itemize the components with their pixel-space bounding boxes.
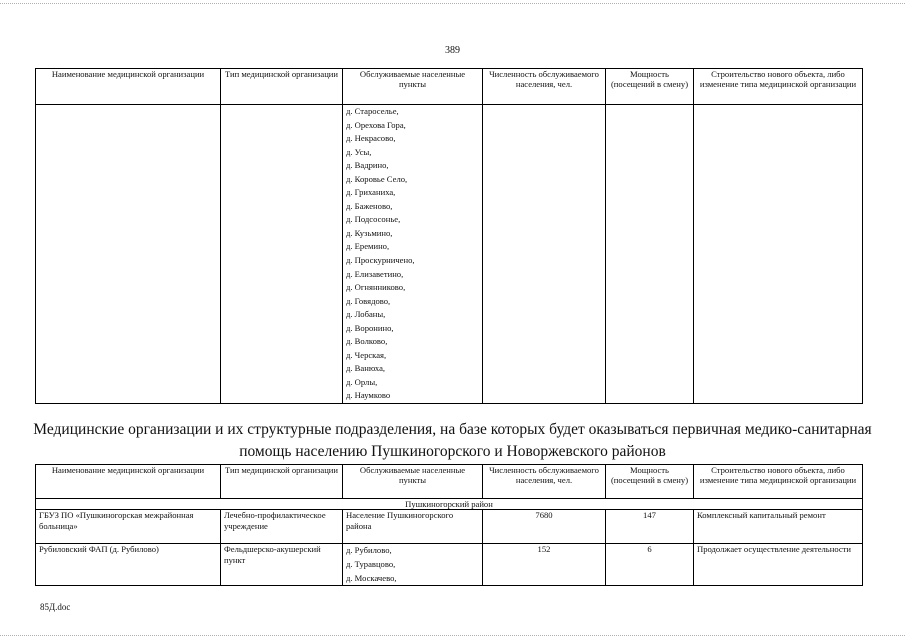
settlement-item: д. Ванюха, <box>346 363 386 374</box>
settlement-item: д. Черская, <box>346 349 387 360</box>
cell-org-type: Фельдшерско-акушерский пункт <box>221 544 343 586</box>
cell-org-type: Лечебно-профилактическое учреждение <box>221 510 343 544</box>
header-settlements: Обслуживаемые населенные пункты <box>343 69 483 105</box>
cell-construction: Комплексный капитальный ремонт <box>694 510 863 544</box>
cell-capacity: 147 <box>606 510 694 544</box>
header-org-type: Тип медицинской организации <box>221 465 343 499</box>
cell-construction: Продолжает осуществление деятельности <box>694 544 863 586</box>
header-construction: Строительство нового объекта, либо изменение типа медицинской организации <box>694 465 863 499</box>
page-number: 389 <box>445 45 460 56</box>
settlement-item: д. Кузьмино, <box>346 227 393 238</box>
settlement-item: д. Воронино, <box>346 322 394 333</box>
settlement-item: д. Москачево, <box>346 572 397 583</box>
cell-population: 7680 <box>483 510 606 544</box>
settlement-item: д. Лобаны, <box>346 309 386 320</box>
scan-edge-bottom <box>0 635 905 636</box>
settlement-item: д. Коровье Село, <box>346 173 408 184</box>
cell-capacity: 6 <box>606 544 694 586</box>
settlement-item: д. Подсосонье, <box>346 214 401 225</box>
settlement-item: д. Баженово, <box>346 200 393 211</box>
table-pushkinogorsky <box>35 464 863 586</box>
settlement-item: д. Усы, <box>346 146 372 157</box>
footer-file-name: 85Д.doc <box>40 602 71 612</box>
header-capacity: Мощность (посещений в смену) <box>606 69 694 105</box>
settlement-item: д. Орехова Гора, <box>346 119 406 130</box>
scan-edge-top <box>0 3 905 4</box>
settlement-item: д. Туравцово, <box>346 558 396 569</box>
settlement-item: д. Некрасово, <box>346 133 396 144</box>
cell-population <box>483 105 606 404</box>
cell-settlements: Население Пушкиногорского района <box>343 510 483 544</box>
settlement-item: д. Вадрино, <box>346 160 389 171</box>
cell-population: 152 <box>483 544 606 586</box>
header-population: Численность обслуживаемого населения, чел. <box>483 69 606 105</box>
cell-org-name <box>36 105 221 404</box>
settlement-item: д. Староселье, <box>346 106 399 116</box>
header-org-type: Тип медицинской организации <box>221 69 343 105</box>
cell-capacity <box>606 105 694 404</box>
section-title: Медицинские организации и их структурные подразделения, на базе которых будет оказываться первичная медико-санитарная помощь населению Пушкиногорского и Новоржевского районов <box>33 421 872 460</box>
table-row <box>36 105 863 404</box>
settlement-item: д. Еремино, <box>346 241 390 252</box>
cell-construction <box>694 105 863 404</box>
settlement-item: д. Орлы, <box>346 376 378 387</box>
settlement-item: д. Говядово, <box>346 295 391 306</box>
settlement-item: д. Волково, <box>346 336 388 347</box>
cell-settlements <box>343 544 483 586</box>
cell-org-name: Рубиловский ФАП (д. Рубилово) <box>36 544 221 586</box>
cell-settlements-list <box>343 105 483 404</box>
settlement-item: д. Огнянниково, <box>346 282 406 293</box>
header-settlements: Обслуживаемые населенные пункты <box>343 465 483 499</box>
district-row: Пушкиногорский район <box>36 499 863 510</box>
settlement-item: д. Елизаветино, <box>346 268 404 279</box>
header-capacity: Мощность (посещений в смену) <box>606 465 694 499</box>
settlement-item: д. Рубилово, <box>346 545 392 556</box>
settlement-item: д. Проскурничено, <box>346 255 415 266</box>
header-population: Численность обслуживаемого населения, чел. <box>483 465 606 499</box>
header-construction: Строительство нового объекта, либо изменение типа медицинской организации <box>694 69 863 105</box>
settlement-item: д. Наумково <box>346 390 391 401</box>
settlement-item: д. Гриханиха, <box>346 187 396 198</box>
cell-org-type <box>221 105 343 404</box>
table-row <box>36 544 863 586</box>
table-continued <box>35 68 863 404</box>
table-row <box>36 510 863 544</box>
cell-org-name: ГБУЗ ПО «Пушкиногорская межрайонная больница» <box>36 510 221 544</box>
header-org-name: Наименование медицинской организации <box>36 465 221 499</box>
header-org-name: Наименование медицинской организации <box>36 69 221 105</box>
